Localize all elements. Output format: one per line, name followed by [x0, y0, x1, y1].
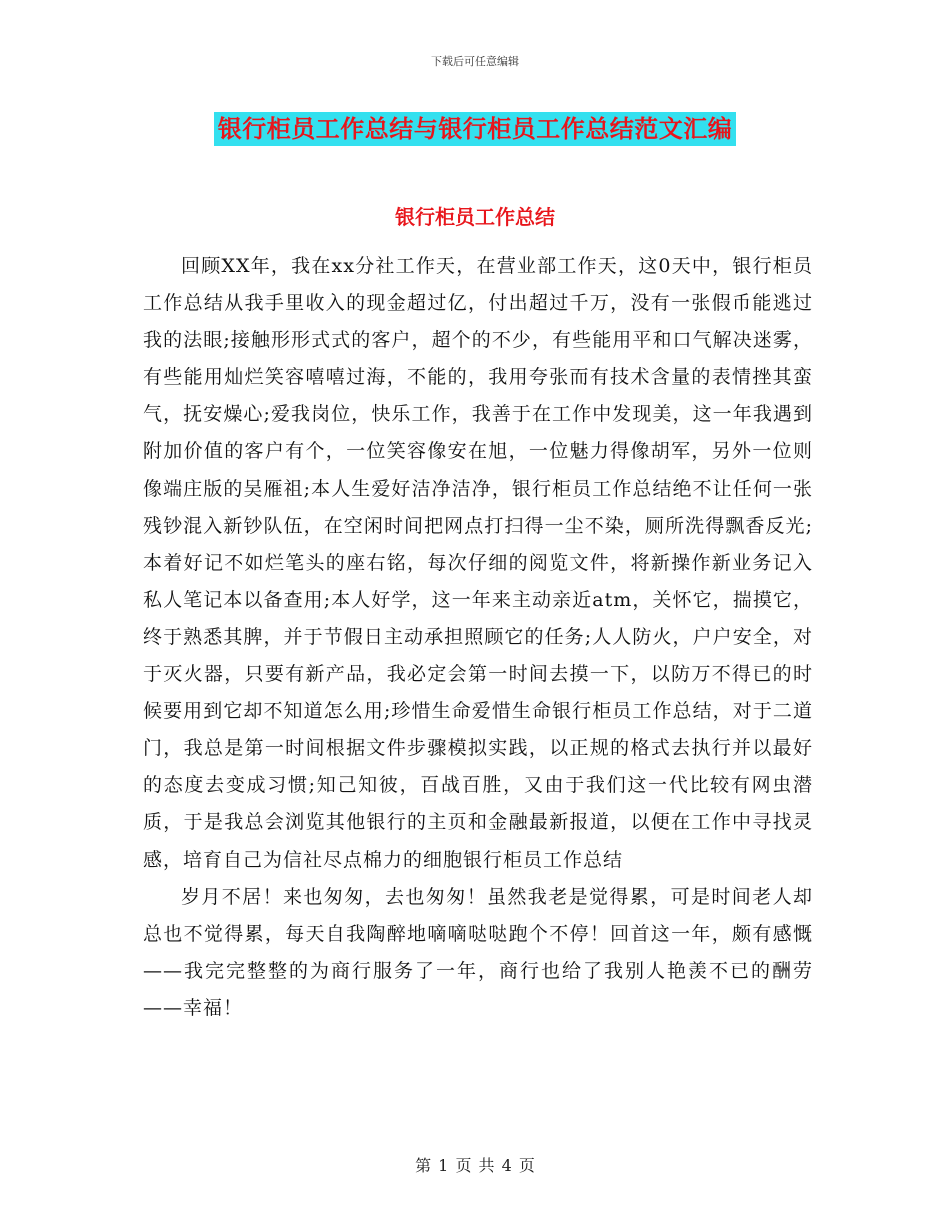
page-footer: 第 1 页 共 4 页	[415, 1156, 535, 1175]
section-title: 银行柜员工作总结	[395, 205, 555, 229]
header-note: 下载后可任意编辑	[431, 55, 519, 68]
body-paragraph: 回顾XX年，我在xx分社工作天，在营业部工作天，这0天中，银行柜员工作总结从我手里收入的现金超过亿，付出超过千万，没有一张假币能逃过我的法眼;接触形形式式的客户，超个的不少，有些能用平和口气解决迷雾，有些能用灿烂笑容嘻嘻过海，不能的，我用夸张而有技术含量的表情挫其蛮气，抚安燥心;爱我岗位，快乐工作，我善于在工作中发现美，这一年我遇到附加价值的客户有个，一位笑容像安在旭，一位魅力得像胡军，另外一位则像端庄版的吴雁祖;本人生爱好洁净洁净，银行柜员工作总结绝不让任何一张残钞混入新钞队伍，在空闲时间把网点打扫得一尘不染，厕所洗得飘香反光;本着好记不如烂笔头的座右铭，每次仔细的阅览文件，将新操作新业务记入私人笔记本以备查用;本人好学，这一年来主动亲近atm，关怀它，揣摸它，终于熟悉其脾，并于节假日主动承担照顾它的任务;人人防火，户户安全，对于灭火器，只要有新产品，我必定会第一时间去摸一下，以防万不得已的时候要用到它却不知道怎么用;珍惜生命爱惜生命银行柜员工作总结，对于二道门，我总是第一时间根据文件步骤模拟实践，以正规的格式去执行并以最好的态度去变成习惯;知己知彼，百战百胜，又由于我们这一代比较有网虫潜质，于是我总会浏览其他银行的主页和金融最新报道，以便在工作中寻找灵感，培育自己为信社尽点棉力的细胞银行柜员工作总结	[143, 255, 813, 871]
document-title: 银行柜员工作总结与银行柜员工作总结范文汇编	[214, 112, 737, 146]
document-body	[143, 248, 813, 1027]
body-paragraph: 岁月不居！来也匆匆，去也匆匆！虽然我老是觉得累，可是时间老人却总也不觉得累，每天自我陶醉地嘀嘀哒哒跑个不停！回首这一年，颇有感慨——我完完整整的为商行服务了一年，商行也给了我别人艳羡不已的酬劳——幸福！	[143, 885, 813, 1019]
document-title-wrap	[0, 112, 950, 146]
